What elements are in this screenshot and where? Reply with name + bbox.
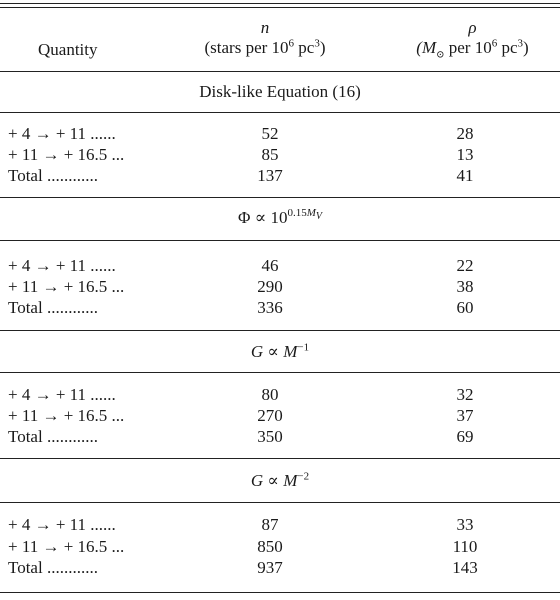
section-rule (0, 112, 560, 113)
table-row: + 11 → + 16.5 ... 85 13 (8, 145, 474, 164)
section-title-disk: Disk-like Equation (16) (199, 82, 361, 101)
section-rule (0, 372, 560, 373)
n-units: (stars per $10^6$ $pc^3$) (204, 37, 326, 57)
table-row: + 11 → + 16.5 ... 290 38 (8, 277, 474, 296)
section-rule (0, 197, 560, 198)
header-rule (0, 71, 560, 72)
table-row: + 4 → + 11 ...... 80 32 (8, 385, 474, 404)
column-header-quantity: Quantity (38, 40, 98, 59)
table-row: + 11 → + 16.5 ... 270 37 (8, 406, 474, 425)
top-rule-2 (0, 7, 560, 8)
rho-units: ($M_⊙$ per $10^6$ $pc^3$) (416, 37, 529, 61)
table-row-total: Total ............ 350 69 (8, 427, 474, 446)
table-row: + 4 → + 11 ...... 87 33 (8, 515, 474, 534)
column-header-n (180, 18, 350, 58)
rho-symbol: ρ (468, 18, 477, 37)
section-rule (0, 502, 560, 503)
column-header-rho (390, 18, 555, 65)
section-rule (0, 240, 560, 241)
n-symbol: n (260, 18, 270, 37)
table-row-total: Total ............ 336 60 (8, 298, 474, 317)
table-row: + 11 → + 16.5 ... 850 110 (8, 537, 478, 556)
top-rule-1 (0, 3, 560, 4)
table-row-total: Total ............ 937 143 (8, 558, 478, 577)
section-title-g-minus-1: $G \propto M^{-1}$ (250, 341, 310, 361)
table-row: + 4 → + 11 ...... 46 22 (8, 256, 474, 275)
section-title-phi: $\Phi \propto 10^{0.15M_V}$ (238, 207, 322, 227)
section-rule (0, 458, 560, 459)
table-row-total: Total ............ 137 41 (8, 166, 474, 185)
bottom-rule (0, 592, 560, 593)
section-title-g-minus-2: $G \propto M^{-2}$ (250, 470, 310, 490)
section-rule (0, 330, 560, 331)
table-row: + 4 → + 11 ...... 52 28 (8, 124, 474, 143)
